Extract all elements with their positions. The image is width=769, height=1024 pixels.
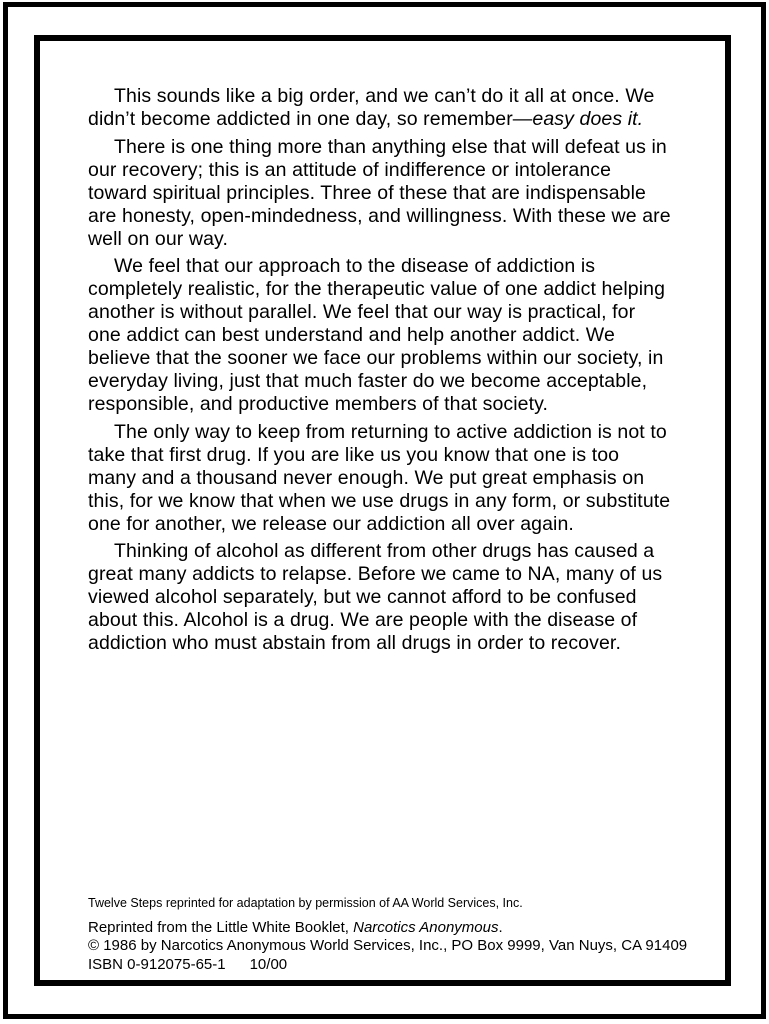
paragraph: The only way to keep from returning to active addiction is not to take that first drug. If you are like us you know that one is too many and a thousand never enough. We put great emphasis on this, for we know that when we use drugs in any form, or substitute one for another, we release our addiction all over again. [88, 420, 671, 535]
paragraph: This sounds like a big order, and we can’t do it all at once. We didn’t become addicted in one day, so remember—easy does it. [88, 85, 655, 130]
copyright-line: © 1986 by Narcotics Anonymous World Services, Inc., PO Box 9999, Van Nuys, CA 91409 [88, 937, 688, 954]
paragraph: There is one thing more than anything else that will defeat us in our recovery; this is an attitude of indifference or intolerance toward spiritual principles. Three of these that are indispensable are honesty, open-mindedness, and willingness. With these we are well on our way. [88, 135, 671, 250]
isbn-number: ISBN 0-912075-65-1 [88, 955, 226, 973]
permission-note: Twelve Steps reprinted for adaptation by permission of AA World Services, Inc. [88, 895, 523, 910]
print-code: 10/00 [249, 955, 288, 973]
body-text [88, 85, 672, 655]
inner-border-frame [34, 35, 731, 986]
paragraph: Thinking of alcohol as different from other drugs has caused a great many addicts to relapse. Before we came to NA, many of us viewed alcohol separately, but we cannot afford to be confused about this. Alcohol is a drug. We are people with the disease of addiction who must abstain from all drugs in order to recover. [88, 540, 663, 654]
footer [88, 896, 708, 975]
paragraph: We feel that our approach to the disease of addiction is completely realistic, for the therapeutic value of one addict helping another is without parallel. We feel that our way is practical, for one addict can best understand and help another addict. We believe that the sooner we face our problems within our society, in everyday living, just that much faster do we become acceptable, responsible, and productive members of that society. [88, 255, 666, 415]
reprint-line: Reprinted from the Little White Booklet, Narcotics Anonymous. [88, 918, 503, 936]
isbn-line [88, 956, 708, 975]
page-content [40, 41, 725, 980]
